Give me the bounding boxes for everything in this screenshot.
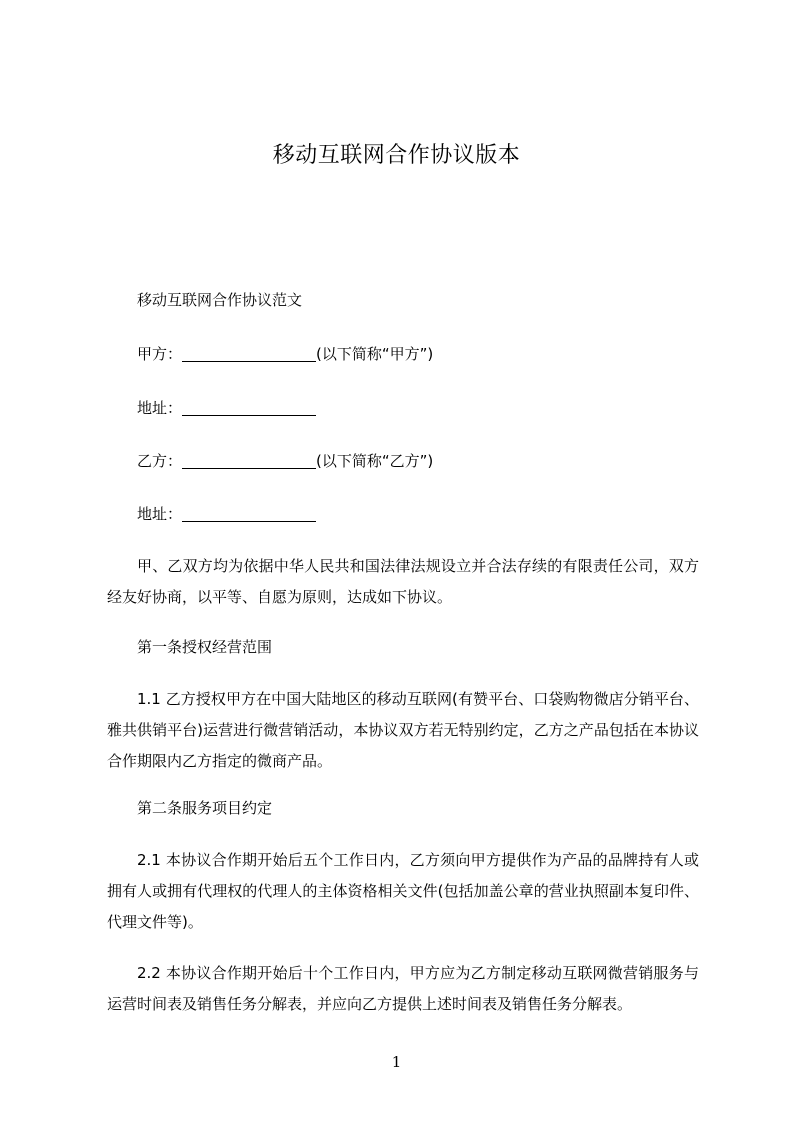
clause-1-1: 1.1 乙方授权甲方在中国大陆地区的移动互联网(有赞平台、口袋购物微店分销平台、雅共供销平台)运营进行微营销活动，本协议双方若无特别约定，乙方之产品包括在本协议合作期限内乙方指定的微商产品。 — [107, 690, 699, 770]
address-a-line — [137, 395, 729, 421]
address-b-blank — [182, 505, 316, 522]
intro-paragraph: 甲、乙双方均为依据中华人民共和国法律法规设立并合法存续的有限责任公司，双方经友好协商，以平等、自愿为原则，达成如下协议。 — [107, 557, 699, 606]
party-b-label: 乙方： — [137, 452, 183, 470]
party-a-label: 甲方： — [137, 345, 183, 363]
address-a-blank — [182, 399, 316, 416]
party-b-line — [137, 448, 729, 474]
party-a-line — [137, 341, 729, 367]
clause-2-2: 2.2 本协议合作期开始后十个工作日内，甲方应为乙方制定移动互联网微营销服务与运营时间表及销售任务分解表，并应向乙方提供上述时间表及销售任务分解表。 — [107, 964, 699, 1013]
address-b-label: 地址： — [137, 505, 183, 523]
document-title: 移动互联网合作协议版本 — [272, 143, 521, 168]
article-1-title: 第一条授权经营范围 — [137, 638, 273, 656]
address-b-line — [137, 501, 729, 527]
party-b-blank — [182, 452, 316, 469]
page-number: 1 — [391, 1053, 402, 1071]
party-a-note: (以下简称“甲方”) — [316, 345, 434, 363]
clause-2-1: 2.1 本协议合作期开始后五个工作日内，乙方须向甲方提供作为产品的品牌持有人或拥有人或拥有代理权的代理人的主体资格相关文件(包括加盖公章的营业执照副本复印件、代理文件等)。 — [107, 851, 699, 931]
address-a-label: 地址： — [137, 399, 183, 417]
party-a-blank — [182, 345, 316, 362]
party-b-note: (以下简称“乙方”) — [316, 452, 434, 470]
document-subtitle: 移动互联网合作协议范文 — [137, 291, 303, 309]
article-2-title: 第二条服务项目约定 — [137, 799, 273, 817]
